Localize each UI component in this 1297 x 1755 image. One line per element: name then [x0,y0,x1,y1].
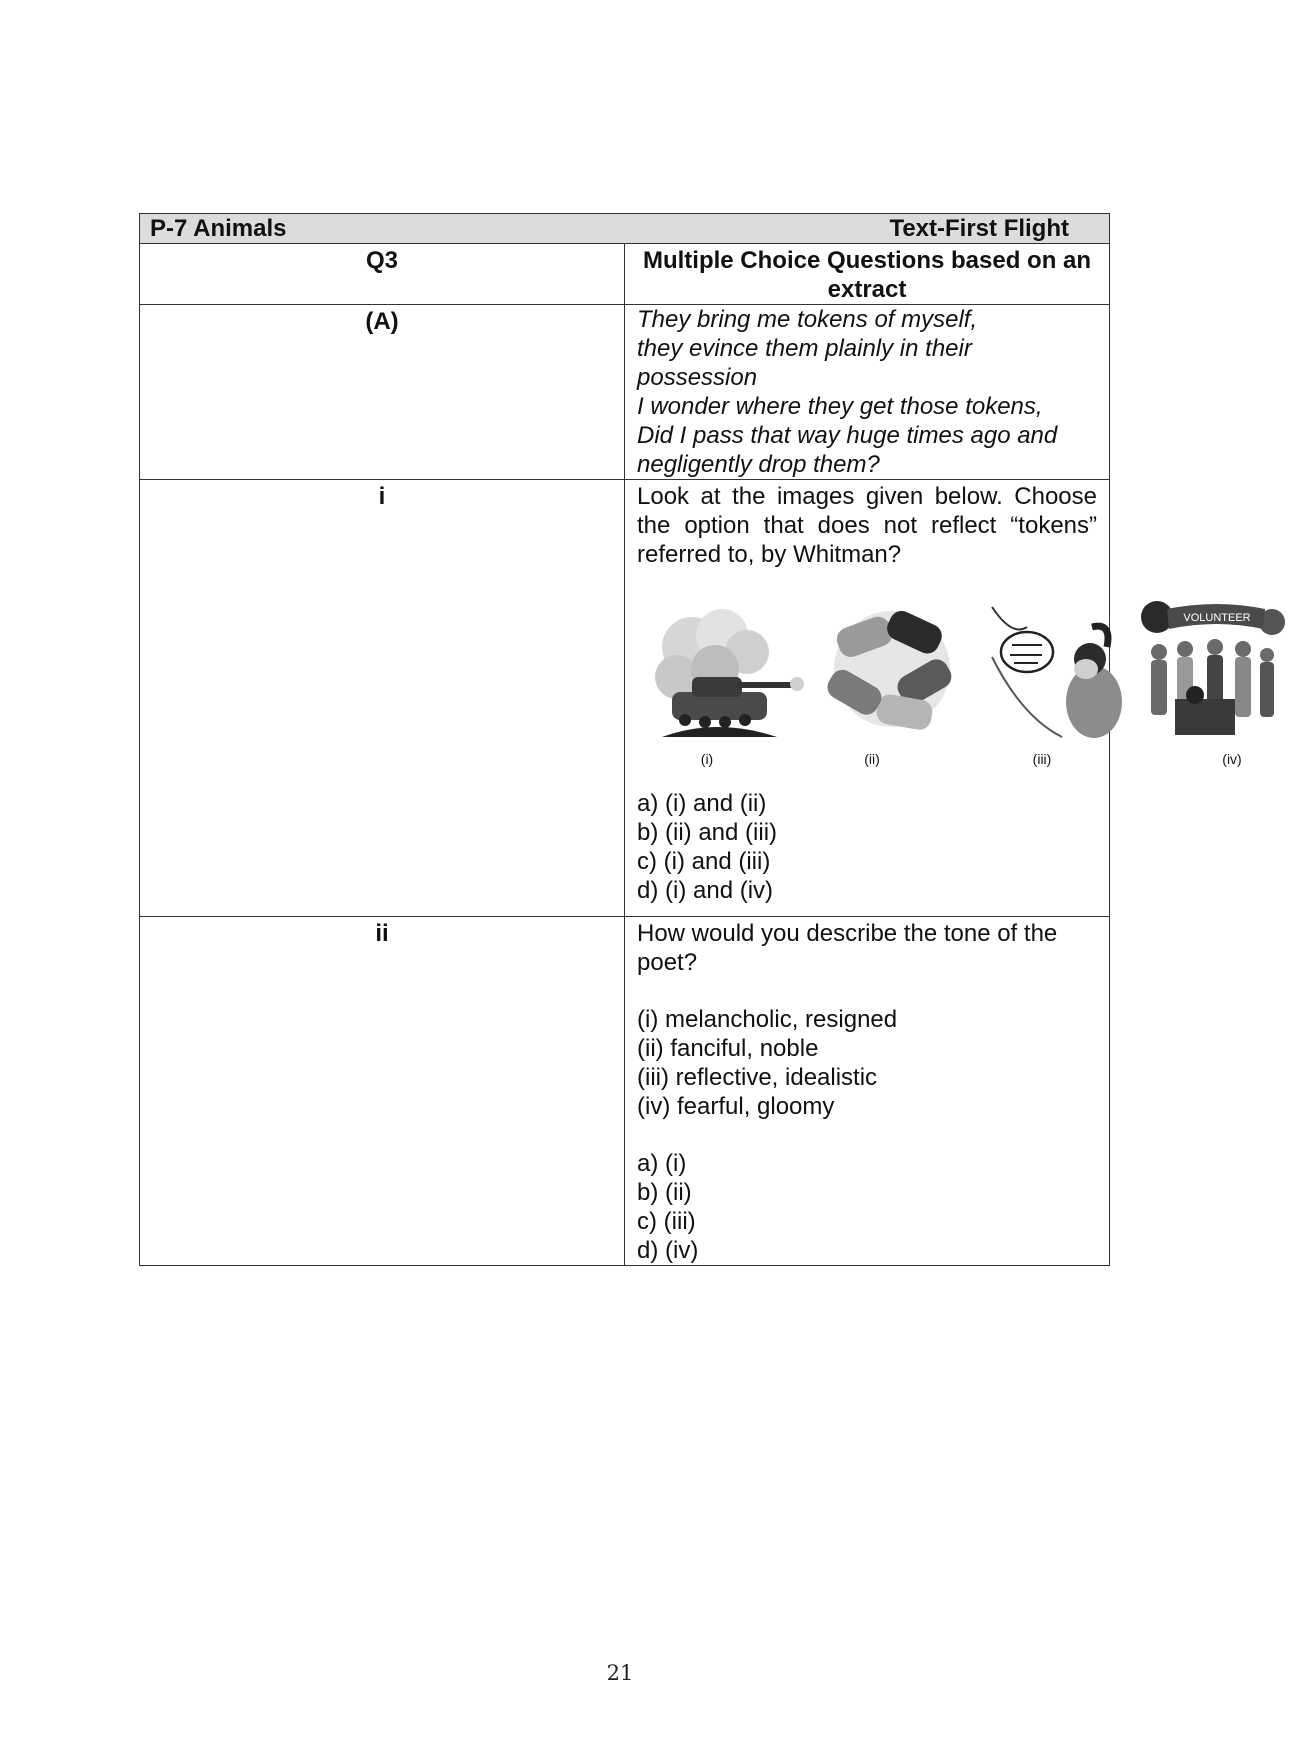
tank-explosion-image [657,597,807,767]
tone-list [637,1005,1097,1121]
image-caption: (i) [700,751,714,767]
question-i-text: Look at the images given below. Choose the option that does not reflect “tokens” referred to, by Whitman? [637,483,1097,568]
page-number: 21 [606,1661,634,1685]
banner-text: VOLUNTEER [1183,612,1251,624]
tone-item: (ii) fanciful, noble [637,1035,819,1062]
text-book-label: Text-First Flight [889,214,1069,242]
joined-hands-image [817,597,967,767]
question-i-label: i [140,480,625,917]
option-c[interactable]: c) (iii) [637,1208,696,1235]
section-title: P-7 Animals [150,214,287,242]
q3-row [140,244,1110,305]
question-sheet [139,213,1251,1266]
question-ii-body [625,917,1110,1266]
tone-item: (iii) reflective, idealistic [637,1064,878,1091]
option-b[interactable]: b) (ii) and (iii) [637,819,778,846]
option-d[interactable]: d) (iv) [637,1237,699,1264]
question-ii-text: How would you describe the tone of the poet? [637,920,1058,976]
extract-line: They bring me tokens of myself, [637,306,978,333]
question-ii-row [140,917,1110,1266]
question-ii-label: ii [140,917,625,1266]
extract-line: I wonder where they get those tokens, [637,393,1043,420]
q3-title: Multiple Choice Questions based on an extract [625,244,1110,305]
extract-line: they evince them plainly in their possession [637,335,972,391]
tone-item: (iv) fearful, gloomy [637,1093,835,1120]
option-d[interactable]: d) (i) and (iv) [637,877,774,904]
image-caption: (iii) [1032,751,1052,767]
extract-label: (A) [140,305,625,480]
extract-text [625,305,1110,480]
image-strip [657,597,1297,767]
q3-label: Q3 [140,244,625,305]
option-c[interactable]: c) (i) and (iii) [637,848,771,875]
tone-item: (i) melancholic, resigned [637,1006,898,1033]
option-b[interactable]: b) (ii) [637,1179,692,1206]
fist-and-crying-woman-image [982,597,1132,767]
question-ii-options [637,1149,1097,1265]
section-header [140,214,1110,244]
question-i-row [140,480,1110,917]
image-caption: (iv) [1222,751,1242,767]
volunteers-image [1137,597,1287,767]
extract-line: Did I pass that way huge times ago and negligently drop them? [637,422,1058,478]
option-a[interactable]: a) (i) and (ii) [637,790,767,817]
question-i-body [625,480,1251,917]
extract-row [140,305,1110,480]
question-table [139,213,1251,1266]
question-i-options [637,789,1097,905]
option-a[interactable]: a) (i) [637,1150,687,1177]
image-caption: (ii) [864,751,880,767]
